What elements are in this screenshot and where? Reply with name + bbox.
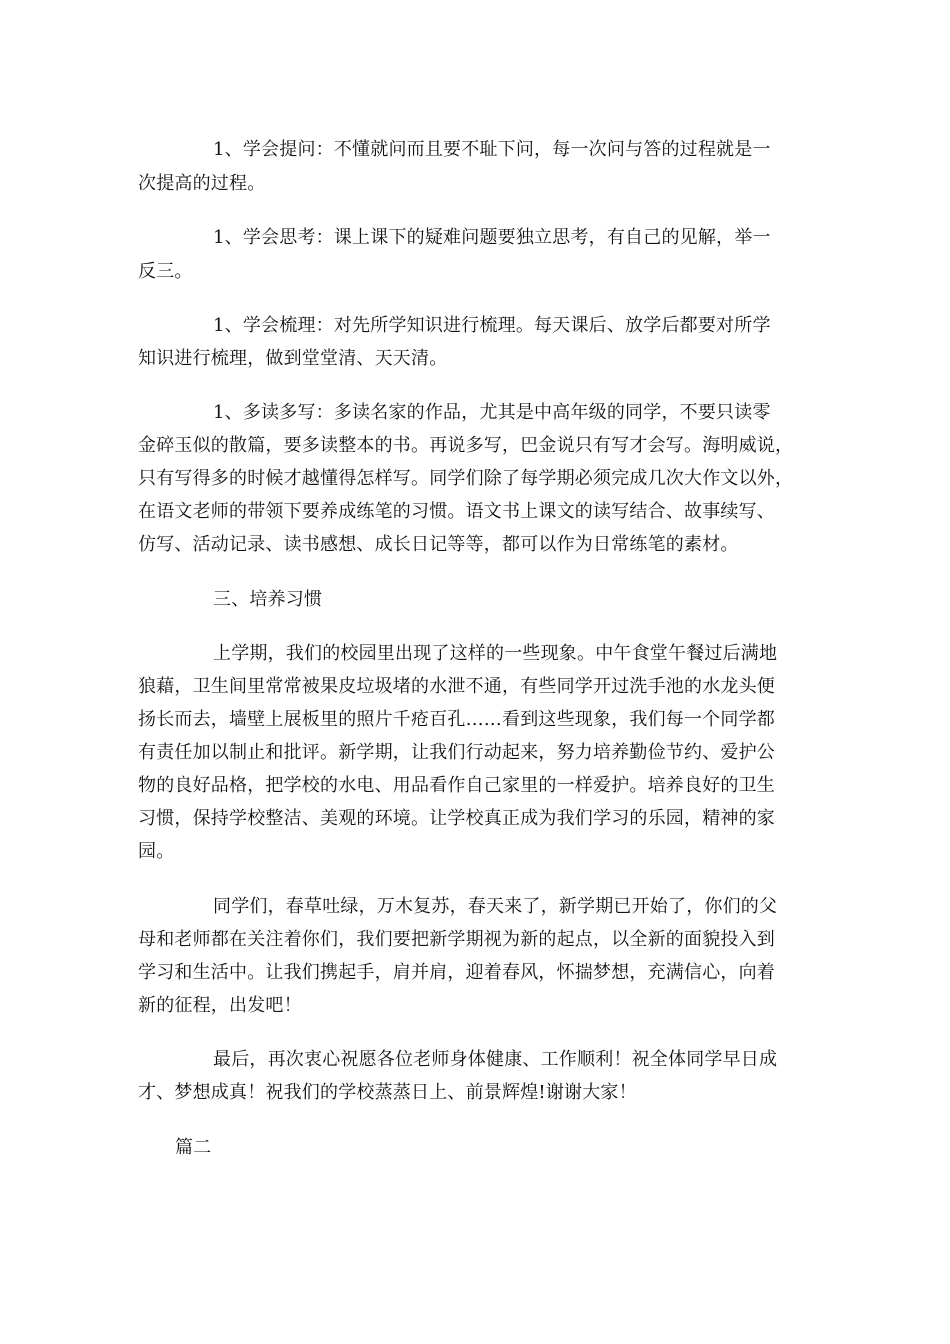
paragraph-8-line-2: 才、梦想成真！祝我们的学校蒸蒸日上、前景辉煌!谢谢大家！ [138, 1082, 637, 1103]
paragraph-7-line-4: 新的征程，出发吧！ [138, 995, 302, 1016]
paragraph-8-line-1: 最后，再次衷心祝愿各位老师身体健康、工作顺利！祝全体同学早日成 [213, 1049, 778, 1070]
paragraph-6-line-7: 园。 [138, 841, 175, 862]
paragraph-2-line-2: 反三。 [138, 261, 193, 282]
part-heading: 篇二 [175, 1137, 212, 1158]
paragraph-6-line-1: 上学期，我们的校园里出现了这样的一些现象。中午食堂午餐过后满地 [213, 643, 778, 664]
paragraph-7-line-1: 同学们，春草吐绿，万木复苏，春天来了，新学期已开始了，你们的父 [213, 896, 778, 917]
section-heading: 三、培养习惯 [213, 589, 323, 610]
paragraph-6-line-3: 扬长而去，墙壁上展板里的照片千疮百孔……看到这些现象，我们每一个同学都 [138, 709, 775, 730]
paragraph-4-line-4: 在语文老师的带领下要养成练笔的习惯。语文书上课文的读写结合、故事续写、 [138, 501, 775, 522]
paragraph-7-line-3: 学习和生活中。让我们携起手，肩并肩，迎着春风，怀揣梦想，充满信心，向着 [138, 962, 775, 983]
paragraph-1-line-2: 次提高的过程。 [138, 173, 266, 194]
paragraph-1-line-1: 1、学会提问：不懂就问而且要不耻下问，每一次问与答的过程就是一 [213, 139, 771, 160]
paragraph-6-line-2: 狼藉，卫生间里常常被果皮垃圾堵的水泄不通，有些同学开过洗手池的水龙头便 [138, 676, 775, 697]
paragraph-6-line-5: 物的良好品格，把学校的水电、用品看作自己家里的一样爱护。培养良好的卫生 [138, 775, 775, 796]
paragraph-6-line-6: 习惯，保持学校整洁、美观的环境。让学校真正成为我们学习的乐园，精神的家 [138, 808, 775, 829]
paragraph-2-line-1: 1、学会思考：课上课下的疑难问题要独立思考，有自己的见解，举一 [213, 227, 771, 248]
paragraph-6-line-4: 有责任加以制止和批评。新学期，让我们行动起来，努力培养勤俭节约、爱护公 [138, 742, 775, 763]
paragraph-4-line-5: 仿写、活动记录、读书感想、成长日记等等，都可以作为日常练笔的素材。 [138, 534, 739, 555]
paragraph-4-line-2: 金碎玉似的散篇，要多读整本的书。再说多写，巴金说只有写才会写。海明威说， [138, 435, 794, 456]
paragraph-7-line-2: 母和老师都在关注着你们，我们要把新学期视为新的起点，以全新的面貌投入到 [138, 929, 775, 950]
paragraph-4-line-1: 1、多读多写：多读名家的作品，尤其是中高年级的同学，不要只读零 [213, 402, 771, 423]
paragraph-3-line-2: 知识进行梳理，做到堂堂清、天天清。 [138, 348, 448, 369]
paragraph-3-line-1: 1、学会梳理：对先所学知识进行梳理。每天课后、放学后都要对所学 [213, 315, 771, 336]
paragraph-4-line-3: 只有写得多的时候才越懂得怎样写。同学们除了每学期必须完成几次大作文以外， [138, 468, 794, 489]
